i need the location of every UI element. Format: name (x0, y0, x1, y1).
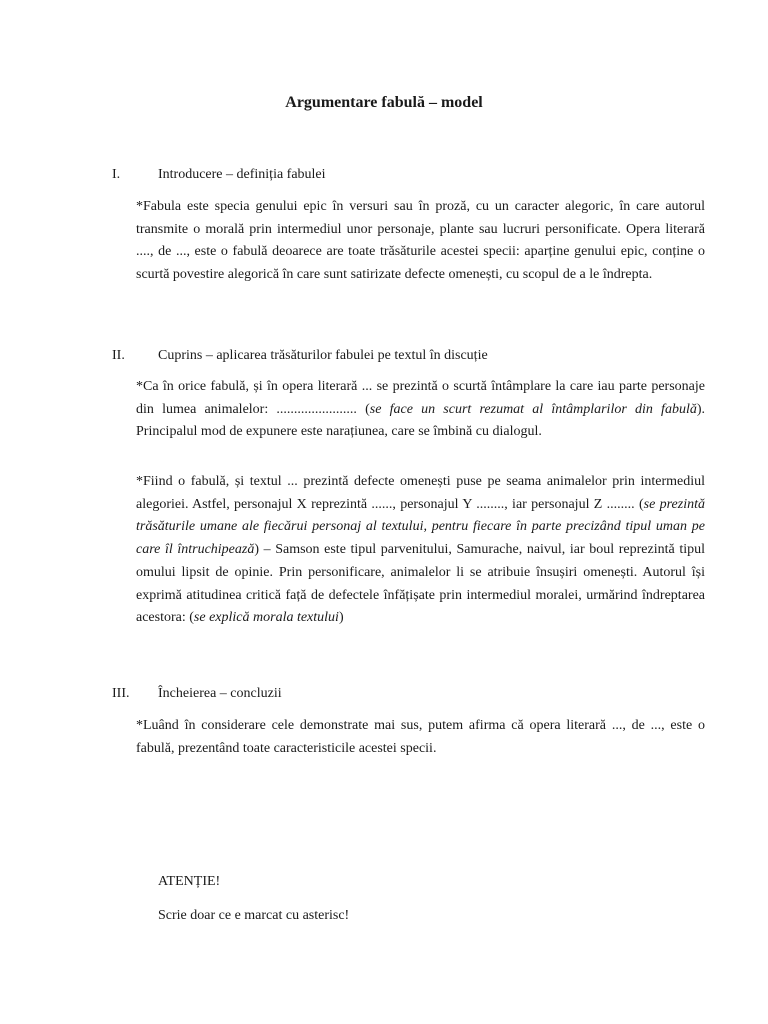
text-run: *Luând în considerare cele demonstrate mai sus, putem afirma că opera literară ..., de ..., este o fabulă, prezentând toate caracteristicile acestei specii. (136, 718, 705, 756)
section-number: III. (112, 686, 130, 701)
paragraph-summary (136, 376, 705, 444)
section-heading-2 (112, 347, 488, 365)
section-number: II. (112, 348, 125, 363)
section-heading-1 (112, 166, 326, 184)
italic-instruction: se face un scurt rezumat al întâmplarilor din fabulă (369, 401, 697, 417)
section-heading-text: Introducere – definiția fabulei (158, 167, 326, 182)
paragraph-conclusion (136, 715, 705, 760)
section-heading-text: Cuprins – aplicarea trăsăturilor fabulei pe textul în discuție (158, 348, 488, 363)
paragraph-characters (136, 471, 705, 630)
text-run: *Ca în orice fabulă, și în opera literară ... se prezintă o scurtă întâmplare la care iau parte personaje din lumea animalelor: ....................... ( (136, 379, 705, 417)
text-run: ) – Samson este tipul parvenitului, Samurache, naivul, iar boul reprezintă tipul omului lipsit de opinie. Prin personificare, animalelor li se atribuie însușiri omenești. Autorul își exprimă atitudinea critică față de defectele înfățișate prin intermediul moralei, urmărind îndreptarea acestora: ( (136, 542, 705, 626)
text-run: ). Principalul mod de expunere este narațiunea, care se îmbină cu dialogul. (136, 401, 706, 440)
paragraph-introduction (136, 196, 705, 287)
page-title: Argumentare fabulă – model (285, 94, 483, 111)
italic-instruction: se prezintă trăsăturile umane ale fiecărui personaj al textului, pentru fiecare în parte precizând tipul uman pe care îl întruchipează (136, 496, 705, 558)
warning-note: ATENȚIE! (158, 874, 221, 889)
text-run: *Fabula este specia genului epic în versuri sau în proză, cu un caracter alegoric, în care autorul transmite o morală prin intermediul unor personaje, plante sau lucruri personificate. Opera literară ...., de ..., este o fabulă deoarece are toate trăsăturile acestei specii: aparține genului epic, conține o scurtă povestire alegorică în care sunt satirizate defecte omenești, cu scopul de a le îndrepta. (136, 199, 705, 283)
text-run: *Fiind o fabulă, și textul ... prezintă defecte omenești puse pe seama animalelor prin intermediul alegoriei. Astfel, personajul X reprezintă ......, personajul Y ........, iar personajul Z ........ ( (136, 474, 705, 512)
instruction-note: Scrie doar ce e marcat cu asterisc! (158, 908, 350, 923)
italic-instruction: se explică morala textului (193, 610, 339, 626)
section-heading-3 (112, 685, 282, 703)
section-heading-text: Încheierea – concluzii (158, 686, 282, 701)
text-run: ) (338, 610, 344, 626)
section-number: I. (112, 167, 121, 182)
